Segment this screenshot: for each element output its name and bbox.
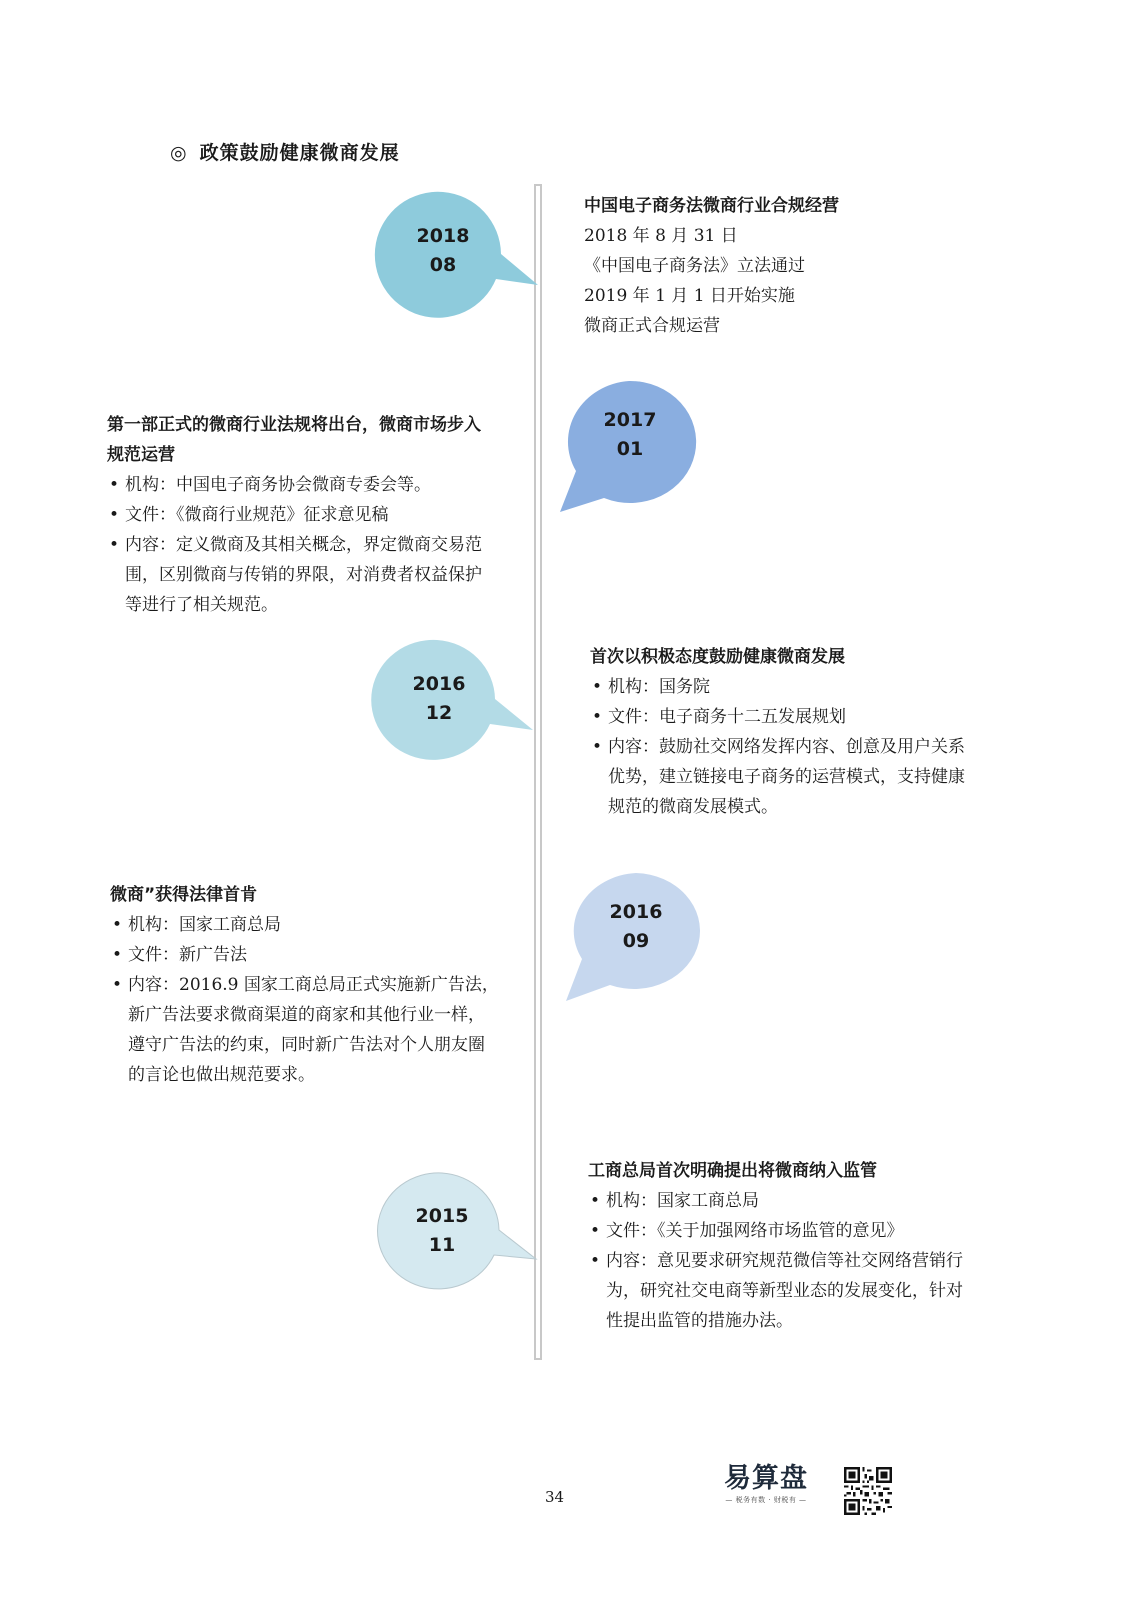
event-item-line: • 内容：定义微商及其相关概念，界定微商交易范 xyxy=(125,535,482,555)
event-2015-11 xyxy=(588,1156,1008,1336)
event-item-line: 围，区别微商与传销的界限，对消费者权益保护 xyxy=(125,565,482,585)
event-item-line: • 内容：鼓励社交网络发挥内容、创意及用户关系 xyxy=(608,737,965,757)
bubble-month: 08 xyxy=(429,254,457,276)
event-title: 微商”获得法律首肯 xyxy=(110,885,258,905)
bubble-year: 2016 xyxy=(609,901,663,923)
event-item-line: 等进行了相关规范。 xyxy=(125,595,278,615)
event-title: 第一部正式的微商行业法规将出台，微商市场步入 xyxy=(107,415,481,435)
event-item-line: • 机构：国务院 xyxy=(608,677,710,697)
event-title: 工商总局首次明确提出将微商纳入监管 xyxy=(588,1161,877,1181)
event-items xyxy=(110,910,530,1090)
event-items xyxy=(107,470,527,620)
section-title xyxy=(170,138,400,165)
bubble-year: 2018 xyxy=(416,225,470,247)
bubble-label-2017-01 xyxy=(585,406,675,464)
event-item xyxy=(590,672,1010,702)
event-item xyxy=(588,1246,1008,1336)
bubble-year: 2015 xyxy=(415,1205,469,1227)
event-2018-08 xyxy=(584,191,1004,341)
bubble-label-2016-12 xyxy=(394,670,484,728)
event-item-line: 优势，建立链接电子商务的运营模式，支持健康 xyxy=(608,767,965,787)
bubble-month: 11 xyxy=(428,1234,456,1256)
event-item-line: • 文件：《关于加强网络市场监管的意见》 xyxy=(606,1221,904,1241)
event-line: 微商正式合规运营 xyxy=(584,316,720,336)
event-item xyxy=(590,702,1010,732)
logo-tagline: — 税务有数 · 财税有 — xyxy=(725,1496,807,1504)
qr-code-icon xyxy=(844,1467,892,1515)
event-item xyxy=(107,530,527,620)
event-item xyxy=(588,1186,1008,1216)
event-item-line: • 内容：2016.9 国家工商总局正式实施新广告法， xyxy=(128,975,499,995)
brand-logo xyxy=(718,1464,814,1508)
logo-text: 易算盘 xyxy=(724,1463,808,1494)
event-2017-01 xyxy=(107,410,527,620)
bubble-year: 2017 xyxy=(603,409,657,431)
event-item-line: 为，研究社交电商等新型业态的发展变化，针对 xyxy=(606,1281,963,1301)
event-line: 《中国电子商务法》立法通过 xyxy=(584,256,805,276)
event-2016-09 xyxy=(110,880,530,1090)
bubble-label-2016-09 xyxy=(591,898,681,956)
event-item-line: • 文件：《微商行业规范》征求意见稿 xyxy=(125,505,389,525)
event-item-line: 的言论也做出规范要求。 xyxy=(128,1065,315,1085)
page-number: 34 xyxy=(545,1488,565,1506)
event-title: 首次以积极态度鼓励健康微商发展 xyxy=(590,647,845,667)
event-item xyxy=(107,470,527,500)
event-2016-12 xyxy=(590,642,1010,822)
bubble-label-2015-11 xyxy=(397,1202,487,1260)
event-item-line: 性提出监管的措施办法。 xyxy=(606,1311,793,1331)
event-item xyxy=(110,940,530,970)
event-items xyxy=(588,1186,1008,1336)
event-item-line: • 机构：国家工商总局 xyxy=(606,1191,759,1211)
event-title: 规范运营 xyxy=(107,445,175,465)
bubble-year: 2016 xyxy=(412,673,466,695)
event-item xyxy=(590,732,1010,822)
section-title-text: 政策鼓励健康微商发展 xyxy=(199,142,400,164)
event-item-line: 遵守广告法的约束，同时新广告法对个人朋友圈 xyxy=(128,1035,485,1055)
event-item-line: 新广告法要求微商渠道的商家和其他行业一样， xyxy=(128,1005,485,1025)
event-items xyxy=(590,672,1010,822)
event-title: 中国电子商务法微商行业合规经营 xyxy=(584,196,839,216)
bubble-month: 09 xyxy=(622,930,650,952)
event-item-line: • 文件：电子商务十二五发展规划 xyxy=(608,707,846,727)
bubble-month: 12 xyxy=(425,702,453,724)
event-item xyxy=(588,1216,1008,1246)
event-line: 2019 年 1 月 1 日开始实施 xyxy=(584,286,795,306)
section-mark: ◎ xyxy=(170,142,188,164)
event-item xyxy=(110,910,530,940)
event-item-line: • 机构：中国电子商务协会微商专委会等。 xyxy=(125,475,431,495)
event-item-line: • 机构：国家工商总局 xyxy=(128,915,281,935)
event-item xyxy=(110,970,530,1090)
event-item-line: • 文件：新广告法 xyxy=(128,945,247,965)
event-item xyxy=(107,500,527,530)
event-item-line: 规范的微商发展模式。 xyxy=(608,797,778,817)
event-item-line: • 内容：意见要求研究规范微信等社交网络营销行 xyxy=(606,1251,963,1271)
event-line: 2018 年 8 月 31 日 xyxy=(584,226,738,246)
bubble-month: 01 xyxy=(616,438,644,460)
bubble-label-2018-08 xyxy=(398,222,488,280)
